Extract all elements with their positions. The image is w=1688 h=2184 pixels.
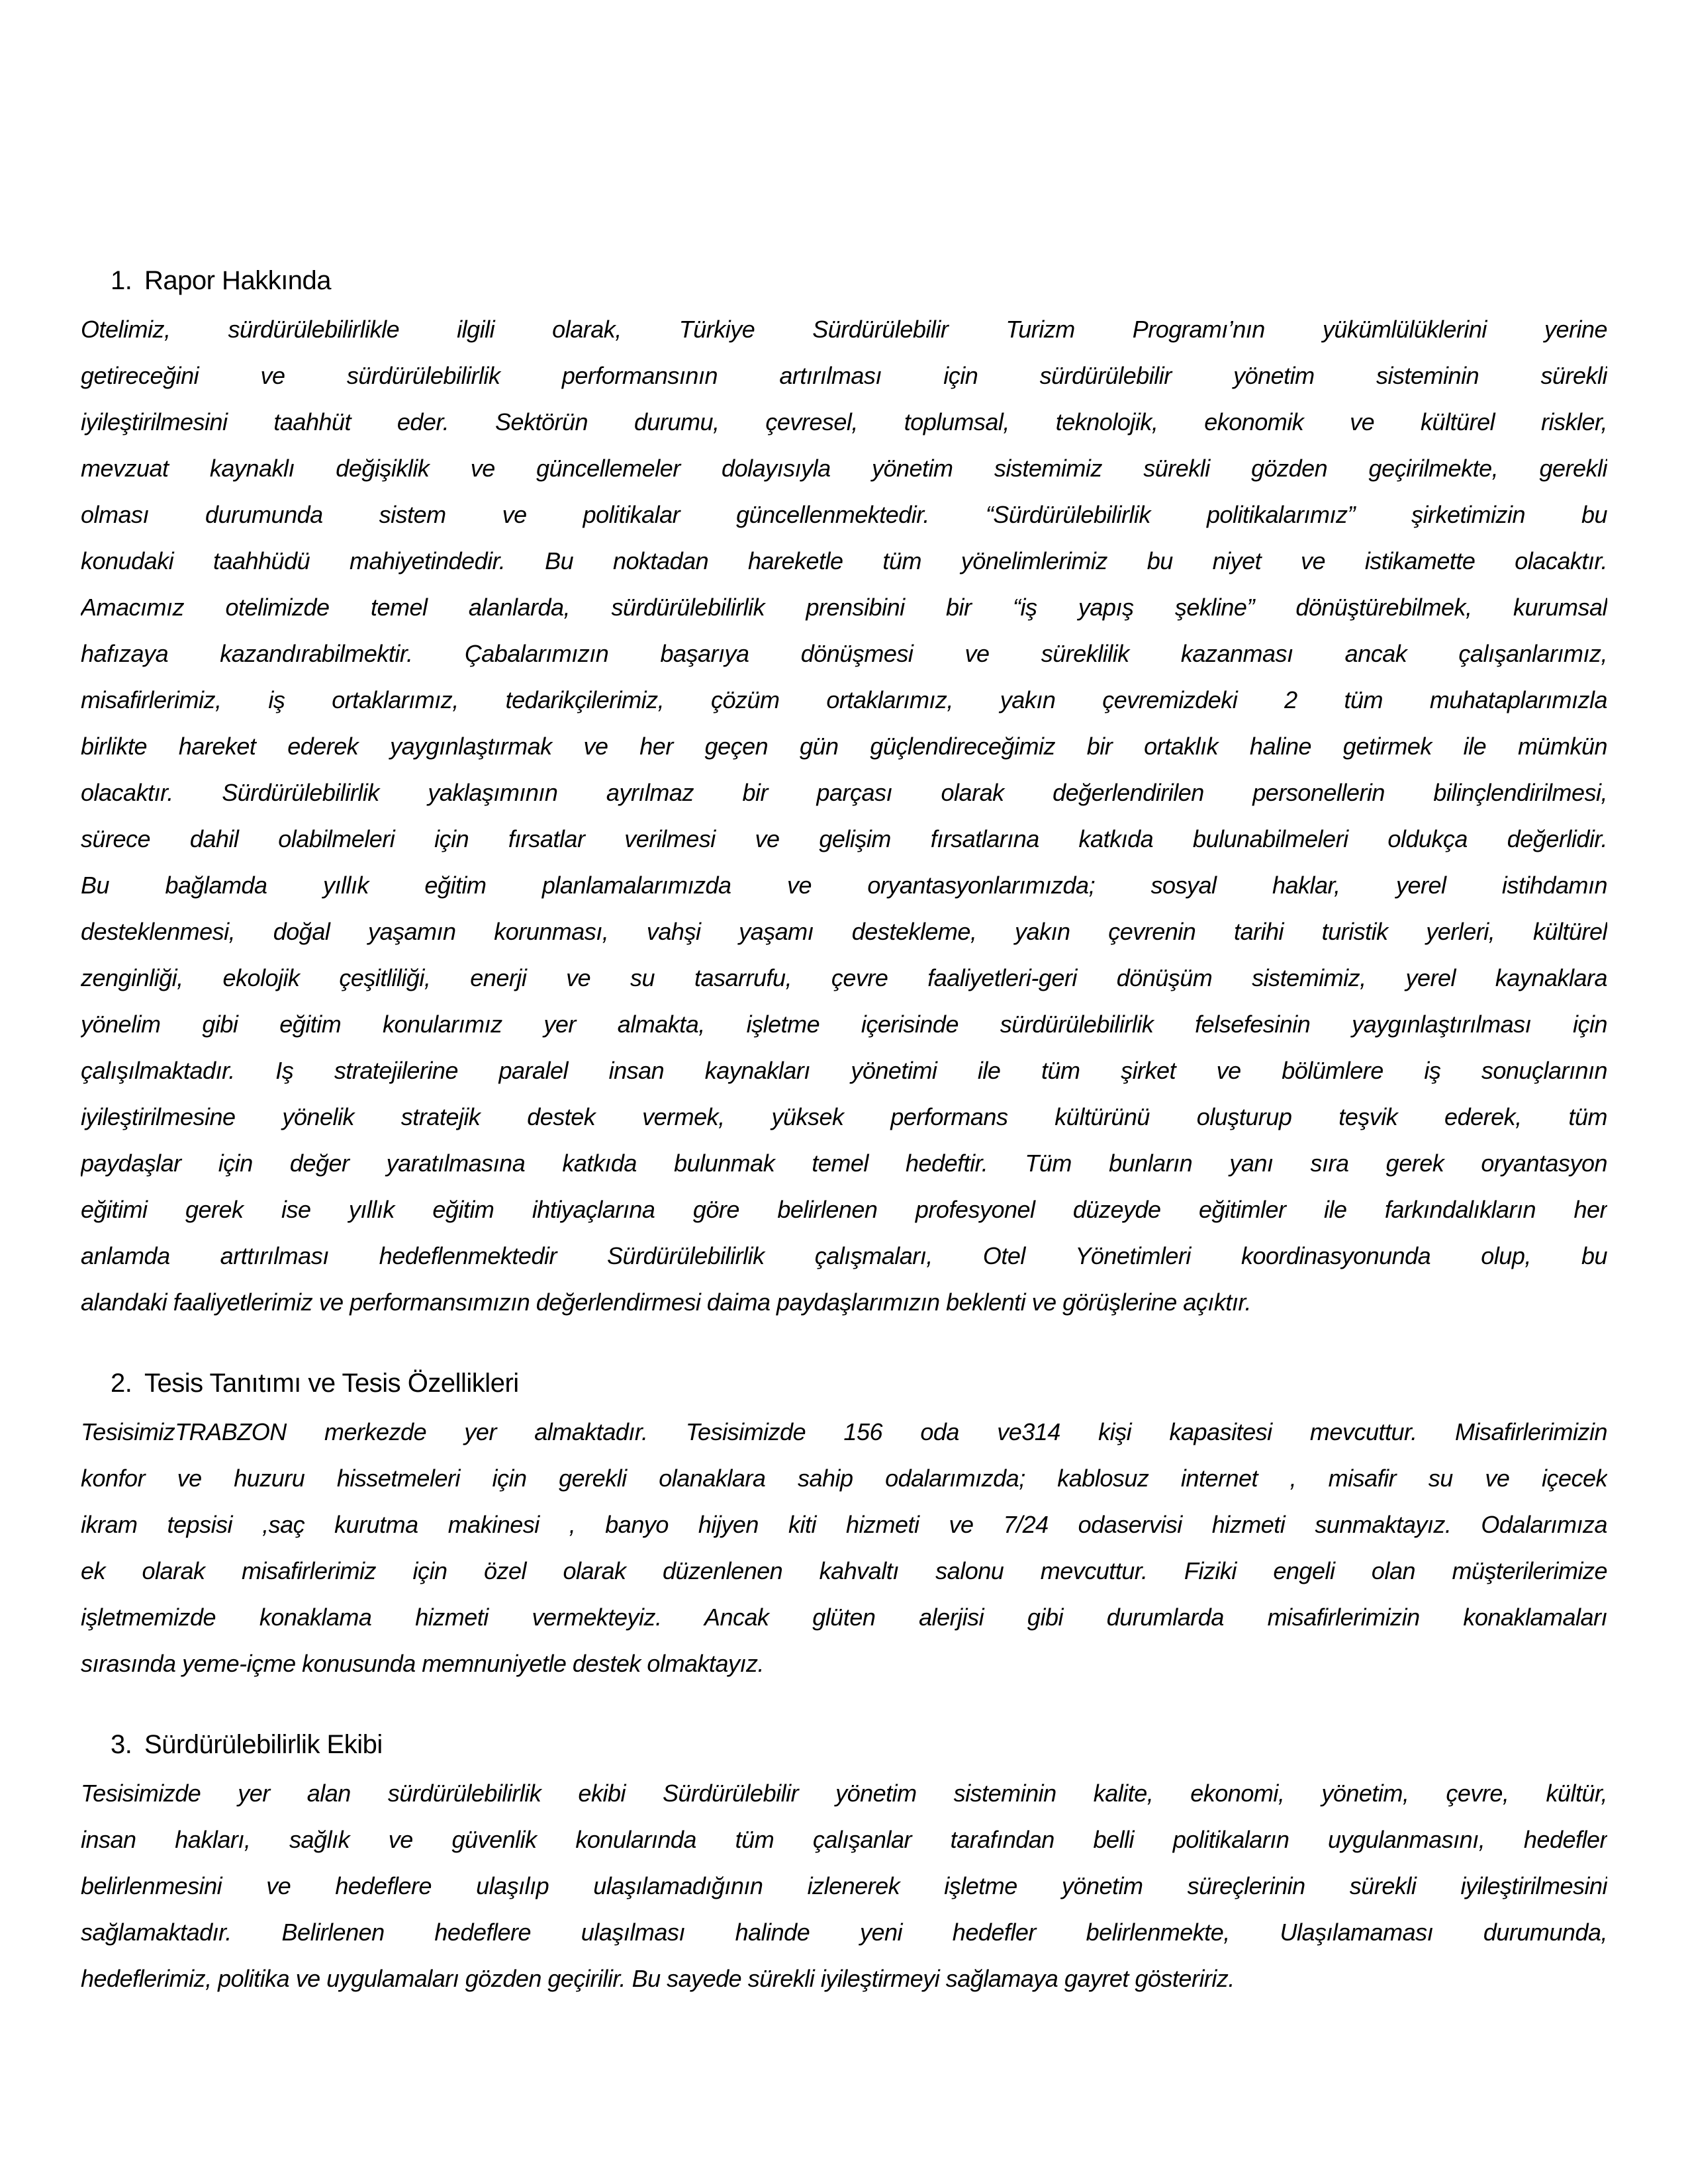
paragraph-line: desteklenmesi, doğal yaşamın korunması, vahşi yaşamı destekleme, yakın çevrenin tarihi turistik yerleri, kültürel [81, 918, 1607, 945]
section-paragraph [81, 1770, 1607, 2002]
section-heading [81, 1357, 1607, 1409]
paragraph-line: belirlenmesini ve hedeflere ulaşılıp ulaşılamadığının izlenerek işletme yönetim süreçlerinin sürekli iyileştirilmesini [81, 1872, 1607, 1899]
paragraph-line: sağlamaktadır. Belirlenen hedeflere ulaşılması halinde yeni hedefler belirlenmekte, Ulaşılamaması durumunda, [81, 1919, 1607, 1946]
section-heading [81, 1719, 1607, 1770]
paragraph-line: eğitimi gerek ise yıllık eğitim ihtiyaçlarına göre belirlenen profesyonel düzeyde eğitimler ile farkındalıkların her [81, 1196, 1607, 1223]
paragraph-line: işletmemizde konaklama hizmeti vermekteyiz. Ancak glüten alerjisi gibi durumlarda misafirlerimizin konaklamaları [81, 1604, 1607, 1631]
section-heading [81, 255, 1607, 306]
paragraph-line: birlikte hareket ederek yaygınlaştırmak ve her geçen gün güçlendireceğimiz bir ortaklık haline getirmek ile mümkün [81, 733, 1607, 760]
section-number: 1. [111, 266, 132, 295]
paragraph-line: Amacımız otelimizde temel alanlarda, sürdürülebilirlik prensibini bir “iş yapış şekline” dönüştürebilmek, kurumsal [81, 594, 1607, 621]
paragraph-line: Tesisimizde yer alan sürdürülebilirlik ekibi Sürdürülebilir yönetim sisteminin kalite, ekonomi, yönetim, çevre, kültür, [81, 1780, 1607, 1807]
paragraph-line: hafızaya kazandırabilmektir. Çabalarımızın başarıya dönüşmesi ve süreklilik kazanması ancak çalışanlarımız, [81, 640, 1607, 667]
paragraph-line: konfor ve huzuru hissetmeleri için gerekli olanaklara sahip odalarımızda; kablosuz internet , misafir su ve içecek [81, 1465, 1607, 1492]
section-title: Sürdürülebilirlik Ekibi [144, 1730, 383, 1759]
paragraph-line: hedeflerimiz, politika ve uygulamaları gözden geçirilir. Bu sayede sürekli iyileştirmeyi sağlamaya gayret gösteririz. [81, 1965, 1235, 1992]
paragraph-line: Bu bağlamda yıllık eğitim planlamalarımızda ve oryantasyonlarımızda; sosyal haklar, yerel istihdamın [81, 872, 1607, 899]
paragraph-line: mevzuat kaynaklı değişiklik ve güncellemeler dolayısıyla yönetim sistemimiz sürekli gözden geçirilmekte, gerekli [81, 455, 1607, 482]
paragraph-line: iyileştirilmesini taahhüt eder. Sektörün durumu, çevresel, toplumsal, teknolojik, ekonomik ve kültürel riskler, [81, 408, 1607, 435]
section-paragraph [81, 306, 1607, 1326]
paragraph-line: çalışılmaktadır. Iş stratejilerine paralel insan kaynakları yönetimi ile tüm şirket ve bölümlere iş sonuçlarının [81, 1057, 1607, 1084]
paragraph-line: insan hakları, sağlık ve güvenlik konularında tüm çalışanlar tarafından belli politikaların uygulanmasını, hedefler [81, 1826, 1607, 1853]
section-rapor-hakkinda [81, 255, 1607, 1326]
paragraph-line: TesisimizTRABZON merkezde yer almaktadır. Tesisimizde 156 oda ve314 kişi kapasitesi mevcuttur. Misafirlerimizin [81, 1418, 1607, 1445]
paragraph-line: olması durumunda sistem ve politikalar güncellenmektedir. “Sürdürülebilirlik politikalarımız” şirketimizin bu [81, 501, 1607, 528]
section-number: 2. [111, 1369, 132, 1398]
paragraph-line: sırasında yeme-içme konusunda memnuniyetle destek olmaktayız. [81, 1650, 764, 1677]
paragraph-line: yönelim gibi eğitim konularımız yer almakta, işletme içerisinde sürdürülebilirlik felsefesinin yaygınlaştırılması için [81, 1011, 1607, 1038]
section-tesis-tanitimi [81, 1357, 1607, 1687]
section-surdurulebilirlik-ekibi [81, 1719, 1607, 2002]
paragraph-line: zenginliği, ekolojik çeşitliliği, enerji ve su tasarrufu, çevre faaliyetleri-geri dönüşüm sistemimiz, yerel kaynaklara [81, 964, 1607, 991]
section-number: 3. [111, 1730, 132, 1759]
paragraph-line: konudaki taahhüdü mahiyetindedir. Bu noktadan hareketle tüm yönelimlerimiz bu niyet ve istikamette olacaktır. [81, 547, 1607, 574]
paragraph-line: alandaki faaliyetlerimiz ve performansımızın değerlendirmesi daima paydaşlarımızın beklenti ve görüşlerine açıktır. [81, 1289, 1251, 1316]
paragraph-line: ikram tepsisi ,saç kurutma makinesi , banyo hijyen kiti hizmeti ve 7/24 odaservisi hizmeti sunmaktayız. Odalarımıza [81, 1511, 1607, 1538]
paragraph-line: olacaktır. Sürdürülebilirlik yaklaşımının ayrılmaz bir parçası olarak değerlendirilen personellerin bilinçlendirilmesi, [81, 779, 1607, 806]
section-title: Rapor Hakkında [144, 266, 332, 295]
paragraph-line: anlamda arttırılması hedeflenmektedir Sürdürülebilirlik çalışmaları, Otel Yönetimleri koordinasyonunda olup, bu [81, 1242, 1607, 1269]
paragraph-line: paydaşlar için değer yaratılmasına katkıda bulunmak temel hedeftir. Tüm bunların yanı sıra gerek oryantasyon [81, 1150, 1607, 1177]
paragraph-line: misafirlerimiz, iş ortaklarımız, tedarikçilerimiz, çözüm ortaklarımız, yakın çevremizdeki 2 tüm muhataplarımızla [81, 686, 1607, 713]
paragraph-line: Otelimiz, sürdürülebilirlikle ilgili olarak, Türkiye Sürdürülebilir Turizm Programı’nın yükümlülüklerini yerine [81, 316, 1607, 343]
section-title: Tesis Tanıtımı ve Tesis Özellikleri [144, 1369, 519, 1398]
paragraph-line: getireceğini ve sürdürülebilirlik performansının artırılması için sürdürülebilir yönetim sisteminin sürekli [81, 362, 1607, 389]
paragraph-line: iyileştirilmesine yönelik stratejik destek vermek, yüksek performans kültürünü oluşturup teşvik ederek, tüm [81, 1103, 1607, 1130]
paragraph-line: sürece dahil olabilmeleri için fırsatlar verilmesi ve gelişim fırsatlarına katkıda bulunabilmeleri oldukça değerlidir. [81, 825, 1607, 852]
section-paragraph [81, 1409, 1607, 1687]
paragraph-line: ek olarak misafirlerimiz için özel olarak düzenlenen kahvaltı salonu mevcuttur. Fiziki engeli olan müşterilerimize [81, 1557, 1607, 1584]
